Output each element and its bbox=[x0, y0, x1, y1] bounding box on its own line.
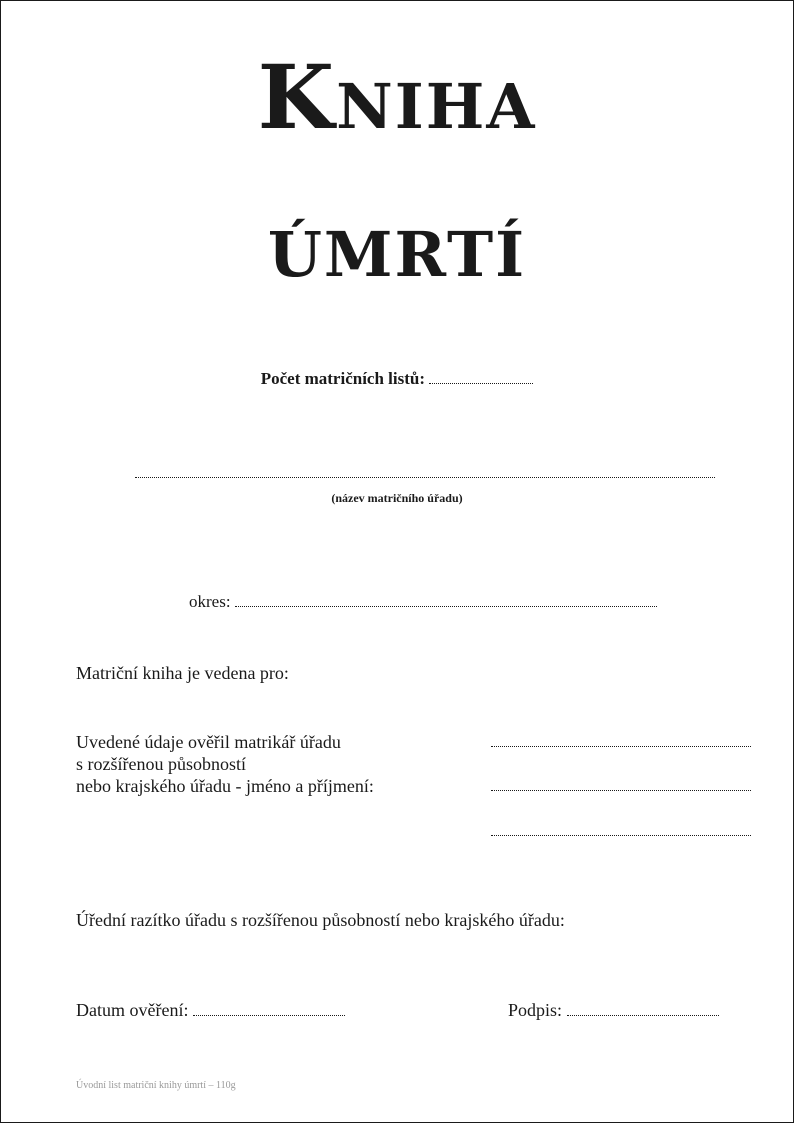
urad-name-caption: (název matričního úřadu) bbox=[331, 491, 463, 505]
footer-note: Úvodní list matriční knihy úmrtí – 110g bbox=[76, 1080, 236, 1091]
okres-row bbox=[189, 592, 657, 612]
podpis-row bbox=[508, 1000, 719, 1021]
overil-fill-line-3[interactable] bbox=[491, 835, 751, 836]
okres-label: okres: bbox=[189, 592, 231, 611]
overil-fill-line-2[interactable] bbox=[491, 790, 751, 791]
datum-fill-line[interactable] bbox=[193, 1014, 345, 1016]
urad-name-fill-line[interactable] bbox=[135, 477, 715, 478]
overil-block bbox=[76, 731, 374, 797]
okres-fill-line[interactable] bbox=[235, 605, 657, 607]
title-line-2: úmrtí bbox=[267, 193, 527, 297]
datum-row bbox=[76, 1000, 345, 1021]
vedena-pro-label: Matriční kniha je vedena pro: bbox=[76, 663, 289, 683]
pocet-listu-row bbox=[1, 369, 793, 389]
pocet-listu-label: Počet matričních listů: bbox=[260, 369, 426, 388]
title-line-1: Kniha bbox=[257, 45, 537, 149]
podpis-fill-line[interactable] bbox=[567, 1014, 719, 1016]
overil-line-1: Uvedené údaje ověřil matrikář úřadu bbox=[76, 732, 341, 752]
datum-label: Datum ověření: bbox=[76, 1000, 189, 1020]
overil-line-2: s rozšířenou působností bbox=[76, 754, 246, 774]
podpis-label: Podpis: bbox=[508, 1000, 563, 1020]
pocet-listu-fill-line[interactable] bbox=[429, 382, 533, 384]
overil-line-3: nebo krajského úřadu - jméno a příjmení: bbox=[76, 776, 374, 796]
razitko-label: Úřední razítko úřadu s rozšířenou působností nebo krajského úřadu: bbox=[76, 910, 565, 930]
overil-fill-line-1[interactable] bbox=[491, 746, 751, 747]
